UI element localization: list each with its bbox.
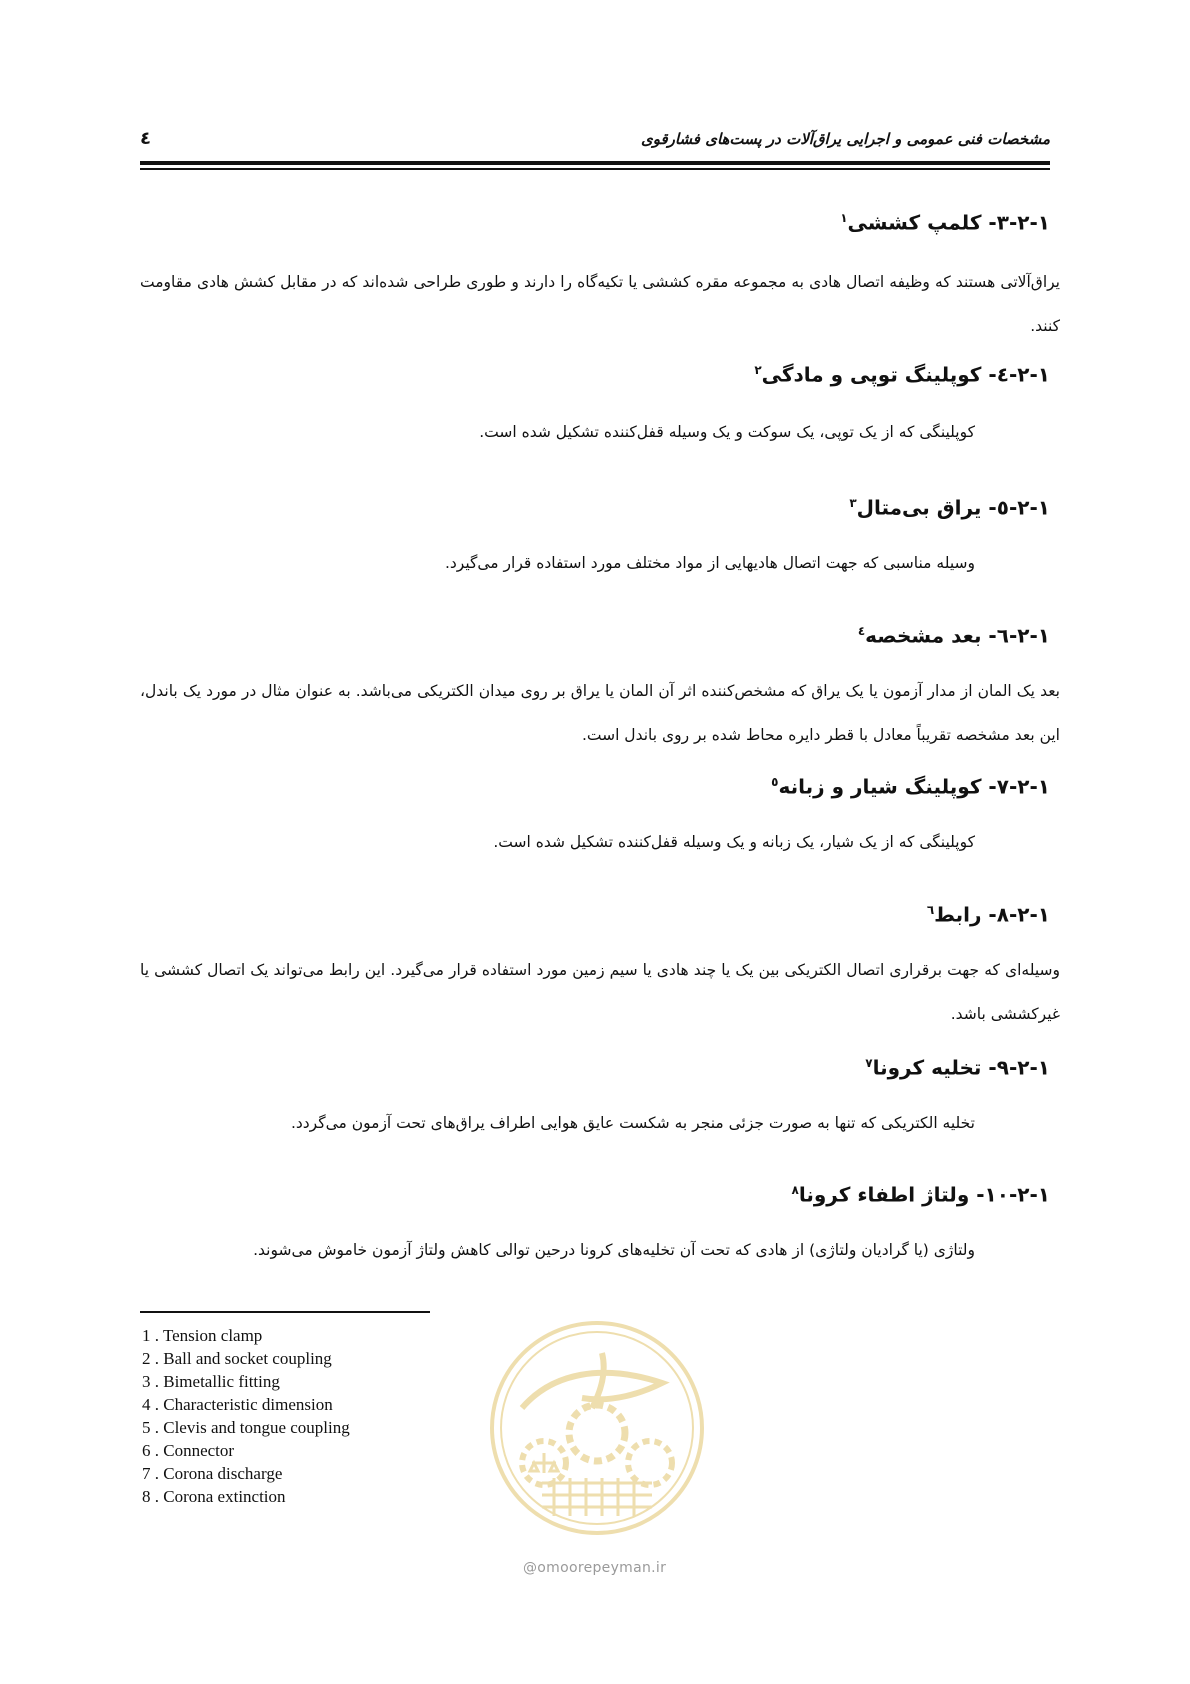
- footnote-item: 8 . Corona extinction: [142, 1487, 286, 1506]
- section-corona-extinction: [140, 1175, 1060, 1272]
- heading-text: ١-٢-٨- رابط: [934, 902, 1050, 927]
- section-ball-socket-coupling: [140, 355, 1060, 454]
- footnote-item: 4 . Characteristic dimension: [142, 1395, 333, 1414]
- watermark-logo: [482, 1313, 712, 1543]
- header-rule-thin: [140, 168, 1050, 170]
- running-title: مشخصات فنی عمومی و اجرایی یراق‌آلات در پست‌های فشارقوی: [640, 130, 1050, 148]
- section-bimetallic-fitting: [140, 488, 1060, 585]
- scales-icon: [530, 1453, 558, 1473]
- footnote-item: 7 . Corona discharge: [142, 1464, 283, 1483]
- section-characteristic-dimension: [140, 616, 1060, 757]
- section-body: تخلیه الکتریکی که تنها به صورت جزئی منجر به شکست عایق هوایی اطراف یراق‌های تحت آزمون می‌گردد.: [290, 1113, 975, 1132]
- footnote-marker: ٤: [857, 624, 866, 638]
- section-body: کوپلینگی که از یک شیار، یک زبانه و یک وسیله قفل‌کننده تشکیل شده است.: [493, 832, 975, 851]
- section-body: وسیله مناسبی که جهت اتصال هادیهایی از مواد مختلف مورد استفاده قرار می‌گیرد.: [444, 553, 975, 572]
- footnote-item: 3 . Bimetallic fitting: [142, 1372, 280, 1391]
- footnote-marker: ٧: [865, 1056, 873, 1070]
- section-heading: [140, 616, 1060, 651]
- section-connector: [140, 895, 1060, 1036]
- heading-text: ١-٢-٦- بعد مشخصه: [865, 623, 1050, 648]
- heading-text: ١-٢-١٠- ولتاژ اطفاء کرونا: [798, 1182, 1050, 1207]
- footnote-marker: ٨: [791, 1183, 799, 1197]
- heading-text: ١-٢-٣- کلمپ کششی: [847, 210, 1050, 235]
- logo-outer-ring: [492, 1323, 702, 1533]
- page-number: ٤: [140, 128, 151, 149]
- footnote-marker: ٦: [926, 903, 935, 917]
- header-rule-thick: [140, 161, 1050, 165]
- section-body: کوپلینگی که از یک توپی، یک سوکت و یک وسیله قفل‌کننده تشکیل شده است.: [479, 422, 975, 441]
- footnote-marker: ٢: [754, 363, 762, 377]
- grid-icon: [542, 1478, 652, 1516]
- heading-text: ١-٢-٩- تخلیه کرونا: [872, 1055, 1050, 1080]
- section-body: وسیله‌ای که جهت برقراری اتصال الکتریکی بین یک یا چند هادی یا سیم زمین مورد استفاده قرار می‌گیرد. این رابط می‌تواند یک اتصال کششی یا غیرکششی باشد.: [140, 960, 1060, 1023]
- footnote-item: 1 . Tension clamp: [142, 1326, 263, 1345]
- footnote-separator: [140, 1311, 430, 1313]
- gear-icon: [569, 1405, 625, 1461]
- section-clevis-tongue-coupling: [140, 767, 1060, 864]
- section-body: ولتاژی (یا گرادیان ولتاژی) از هادی که تحت آن تخلیه‌های کرونا درحین توالی کاهش ولتاژ آزمون خاموش می‌شوند.: [253, 1240, 975, 1259]
- footnote-marker: ٥: [771, 775, 779, 789]
- section-heading: [140, 203, 1060, 238]
- section-body: بعد یک المان از مدار آزمون یا یک یراق که مشخص‌کننده اثر آن المان یا یراق بر روی میدان الکتریکی می‌باشد. به عنوان مثال در مورد یک باندل، این بعد مشخصه تقریباً معادل با قطر دایره محاط شده بر روی باندل است.: [140, 681, 1060, 744]
- section-heading: [140, 1048, 1060, 1083]
- section-tension-clamp: [140, 203, 1060, 348]
- watermark-site: @omoorepeyman.ir: [523, 1560, 667, 1576]
- heading-text: ١-٢-٧- کوپلینگ شیار و زبانه: [778, 774, 1050, 799]
- section-corona-discharge: [140, 1048, 1060, 1145]
- footnote-item: 6 . Connector: [142, 1441, 235, 1460]
- section-heading: [140, 488, 1060, 523]
- heading-text: ١-٢-٤- کوپلینگ توپی و مادگی: [761, 362, 1050, 387]
- footnote-item: 5 . Clevis and tongue coupling: [142, 1418, 350, 1437]
- section-body: یراق‌آلاتی هستند که وظیفه اتصال هادی به مجموعه مقره کششی یا تکیه‌گاه را دارند و طوری طراحی شده‌اند که در مقابل کشش هادی مقاومت کنند.: [140, 272, 1060, 335]
- heading-text: ١-٢-٥- یراق بی‌متال: [856, 495, 1050, 520]
- section-heading: [140, 895, 1060, 930]
- footnote-marker: ٣: [849, 496, 857, 510]
- footnote-item: 2 . Ball and socket coupling: [142, 1349, 332, 1368]
- section-heading: [140, 767, 1060, 802]
- footnote-list: [142, 1324, 350, 1508]
- page-header: [140, 130, 1050, 160]
- footnote-marker: ١: [840, 211, 848, 225]
- section-heading: [140, 1175, 1060, 1210]
- calligraphy-mark: [522, 1353, 662, 1408]
- section-heading: [140, 355, 1060, 390]
